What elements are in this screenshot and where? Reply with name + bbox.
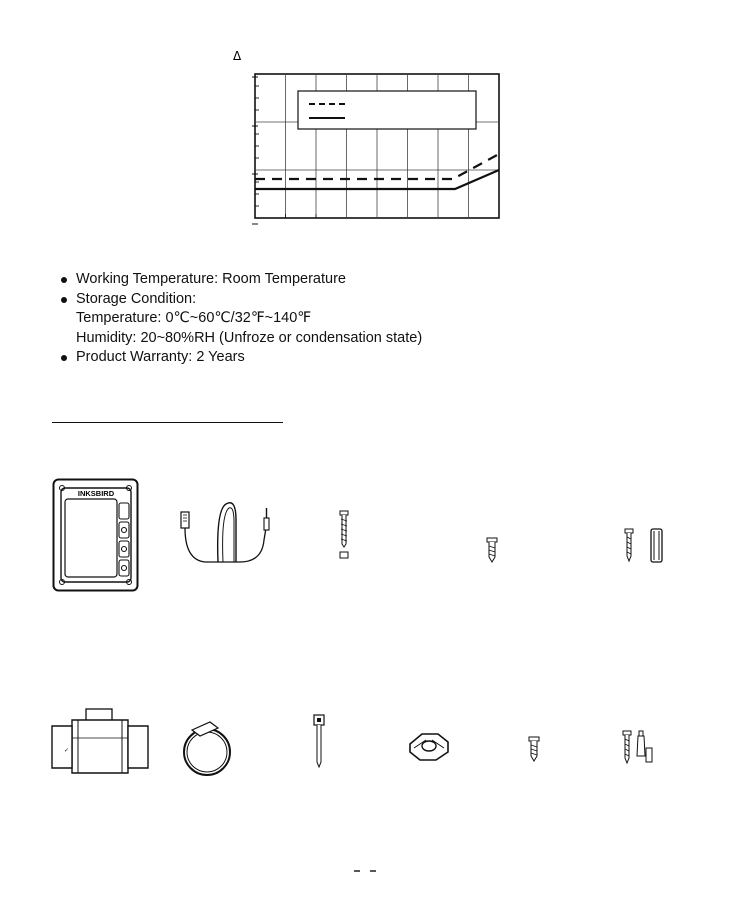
delta-symbol: Δ bbox=[233, 49, 242, 63]
inline-fan-image bbox=[50, 708, 150, 776]
screw-and-wall-anchor-image bbox=[622, 528, 670, 564]
svg-text:✓: ✓ bbox=[64, 747, 70, 754]
spec-storage-humidity: Humidity: 20~80%RH (Unfroze or condensation state) bbox=[76, 329, 423, 346]
spec-list bbox=[60, 270, 422, 368]
small-screw-image bbox=[527, 736, 541, 762]
cable-tie-mount-image bbox=[408, 730, 450, 762]
long-screw-with-nut-image bbox=[336, 510, 352, 560]
temperature-accuracy-chart bbox=[225, 45, 515, 235]
temperature-probe-cable-image bbox=[180, 500, 278, 568]
controller-unit-image bbox=[52, 478, 139, 592]
spec-storage-temperature: Temperature: 0℃~60℃/32℉~140℉ bbox=[76, 310, 312, 326]
section-heading-underline bbox=[52, 422, 283, 423]
hose-clamp-image bbox=[180, 718, 236, 778]
short-screw-image bbox=[485, 537, 499, 563]
spec-warranty: Product Warranty: 2 Years bbox=[60, 348, 422, 368]
controller-brand-label: INKSBIRD bbox=[77, 489, 115, 498]
page-number-mark bbox=[351, 862, 381, 874]
screw-and-plug-image bbox=[620, 730, 660, 766]
spec-working-temperature: Working Temperature: Room Temperature bbox=[60, 270, 422, 290]
legend-box bbox=[298, 91, 476, 129]
cable-tie-image bbox=[312, 714, 326, 768]
spec-storage-condition: Storage Condition: bbox=[60, 290, 422, 310]
